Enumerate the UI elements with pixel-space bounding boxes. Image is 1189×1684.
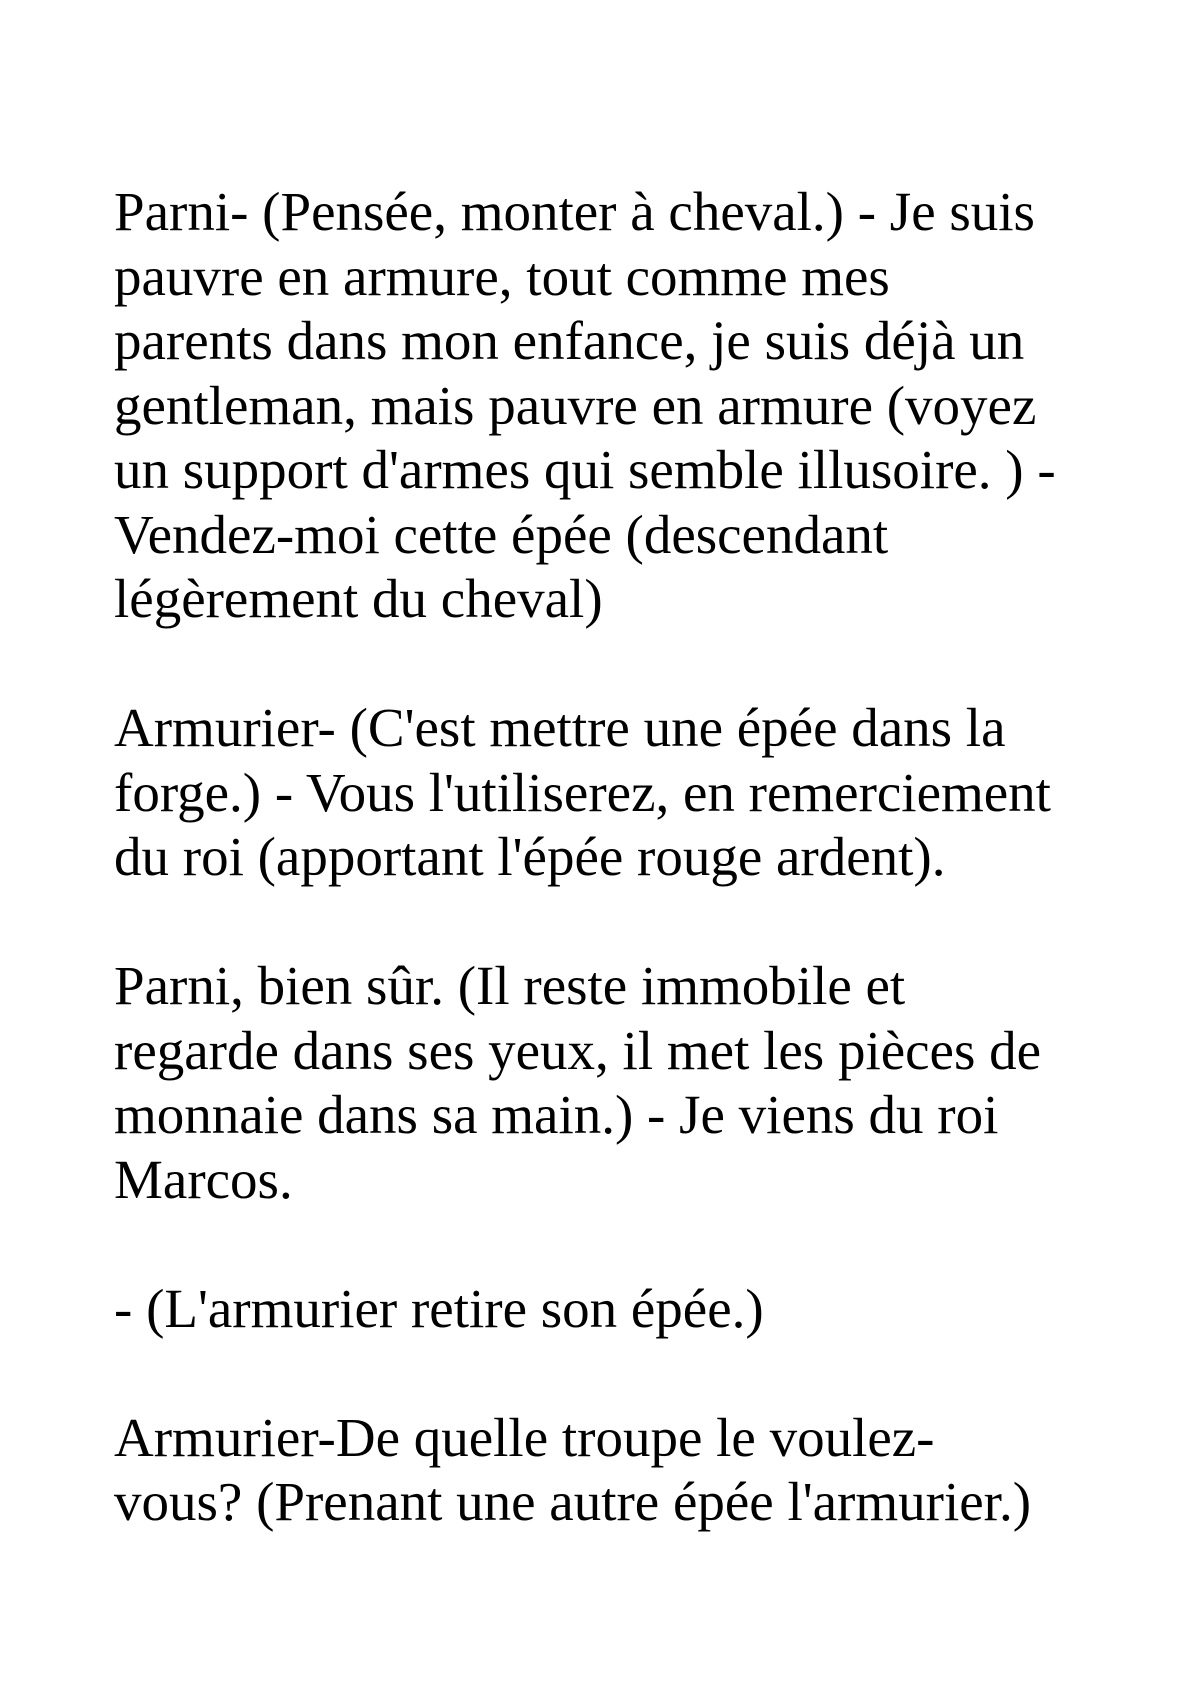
text-line: du roi (apportant l'épée rouge ardent). <box>114 826 946 887</box>
text-line: - (L'armurier retire son épée.) <box>114 1277 764 1339</box>
text-line: un support d'armes qui semble illusoire. ) - <box>114 439 1056 500</box>
text-line: monnaie dans sa main.) - Je viens du roi <box>114 1084 999 1145</box>
text-line: Marcos. <box>114 1148 293 1210</box>
paragraph-armurier-2 <box>114 1406 1114 1535</box>
text-line: gentleman, mais pauvre en armure (voyez <box>114 374 1037 436</box>
paragraph-parni-1 <box>114 180 1114 632</box>
text-line: vous? (Prenant une autre épée l'armurier.) <box>114 1471 1032 1532</box>
text-line: Armurier- (C'est mettre une épée dans la <box>114 697 1006 758</box>
text-line: pauvre en armure, tout comme mes <box>114 245 890 307</box>
text-line: Vendez-moi cette épée (descendant <box>114 503 889 565</box>
document-body <box>114 180 1114 1535</box>
text-line: forge.) - Vous l'utiliserez, en remerciement <box>114 761 1051 823</box>
text-line: Parni, bien sûr. (Il reste immobile et <box>114 955 906 1016</box>
text-line: Parni- (Pensée, monter à cheval.) - Je suis <box>114 181 1035 242</box>
text-line: regarde dans ses yeux, il met les pièces de <box>114 1019 1042 1081</box>
paragraph-stage-direction <box>114 1277 1114 1342</box>
paragraph-armurier-1 <box>114 696 1114 890</box>
text-line: Armurier-De quelle troupe le voulez- <box>114 1406 935 1468</box>
paragraph-parni-2 <box>114 954 1114 1212</box>
text-line: parents dans mon enfance, je suis déjà un <box>114 310 1025 371</box>
text-line: légèrement du cheval) <box>114 568 603 629</box>
